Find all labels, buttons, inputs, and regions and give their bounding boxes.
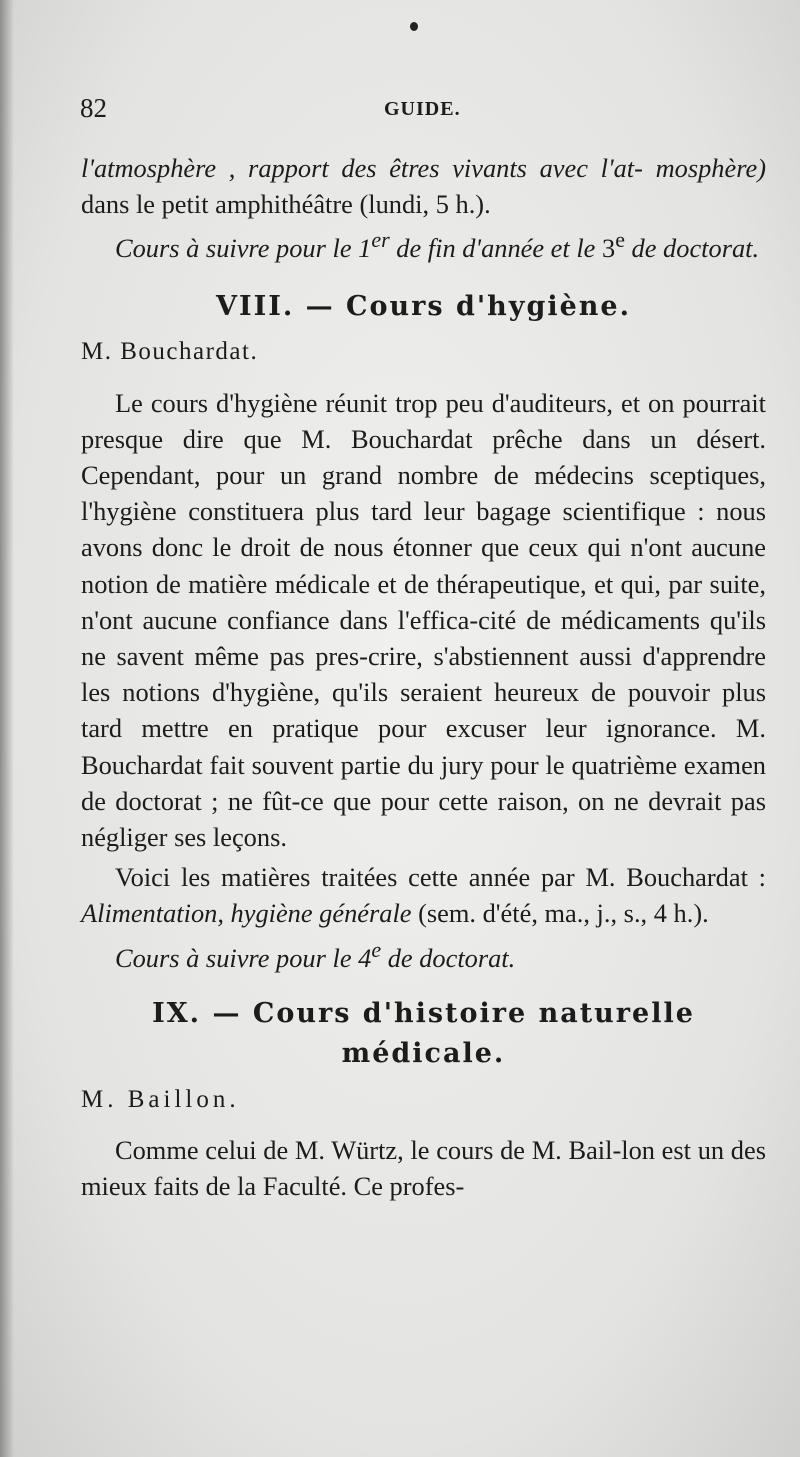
italic-text: Alimentation, hygiène générale [81, 898, 412, 929]
author-name: M. Bouchardat. [81, 338, 259, 366]
ink-dot [410, 22, 418, 31]
italic-text: Cours à suivre pour le 4 [115, 942, 372, 973]
heading-line: IX. — Cours d'histoire naturelle [152, 997, 695, 1029]
text-span: 3 [601, 233, 616, 264]
text-span: dans le petit amphithéâtre (lundi, 5 h.). [81, 189, 491, 220]
author-name: M. Baillon. [81, 1085, 240, 1113]
paragraph-continuation [81, 150, 766, 222]
course-note [81, 932, 766, 976]
heading-line: médicale. [341, 1037, 506, 1069]
superscript: e [615, 227, 625, 253]
text-span: (sem. d'été, ma., j., s., 4 h.). [411, 898, 709, 929]
section-heading [81, 994, 766, 1074]
italic-text: de doctorat. [381, 942, 516, 973]
page-edge-shadow [0, 0, 14, 1457]
running-title: GUIDE. [384, 98, 461, 120]
superscript: e [371, 936, 382, 962]
text-span: Voici les matières traitées cette année par M. Bouchardat : [115, 862, 766, 893]
italic-text: Cours à suivre pour le 1 [115, 233, 372, 264]
italic-text: de doctorat. [624, 233, 760, 264]
section-paragraph [81, 859, 766, 931]
page-number: 82 [80, 93, 107, 123]
section-paragraph: Le cours d'hygiène réunit trop peu d'auditeurs, et on pourrait presque dire que M. Bouchardat prêche dans un désert. Cependant, pour un grand nombre de médecins sceptiques, l'hygiène constituera plus tard leur bagage scientifique : nous avons donc le droit de nous étonner que ceux qui n'ont aucune notion de matière médicale et de thérapeutique, et qui, par suite, n'ont aucune confiance dans l'effica-cité de médicaments qu'ils ne savent même pas pres-crire, s'abstiennent aussi d'apprendre les notions d'hygiène, qu'ils seraient heureux de pouvoir plus tard mettre en pratique pour excuser leur ignorance. M. Bouchardat fait souvent partie du jury pour le quatrième examen de doctorat ; ne fût-ce que pour cette raison, on ne devrait pas négliger ses leçons. [81, 387, 766, 853]
section-heading: VIII. — Cours d'hygiène. [216, 291, 631, 323]
italic-text: mosphère) [655, 153, 766, 183]
italic-text: l'atmosphère , rapport des êtres vivants avec l'at- [81, 153, 643, 183]
superscript: er [371, 227, 390, 253]
course-note [81, 222, 766, 266]
italic-text: de fin d'année et le [389, 233, 596, 264]
section-paragraph: Comme celui de M. Würtz, le cours de M. Bail-lon est un des mieux faits de la Faculté. Ce profes- [81, 1134, 766, 1202]
running-head [80, 93, 780, 133]
body-text [81, 150, 766, 1204]
